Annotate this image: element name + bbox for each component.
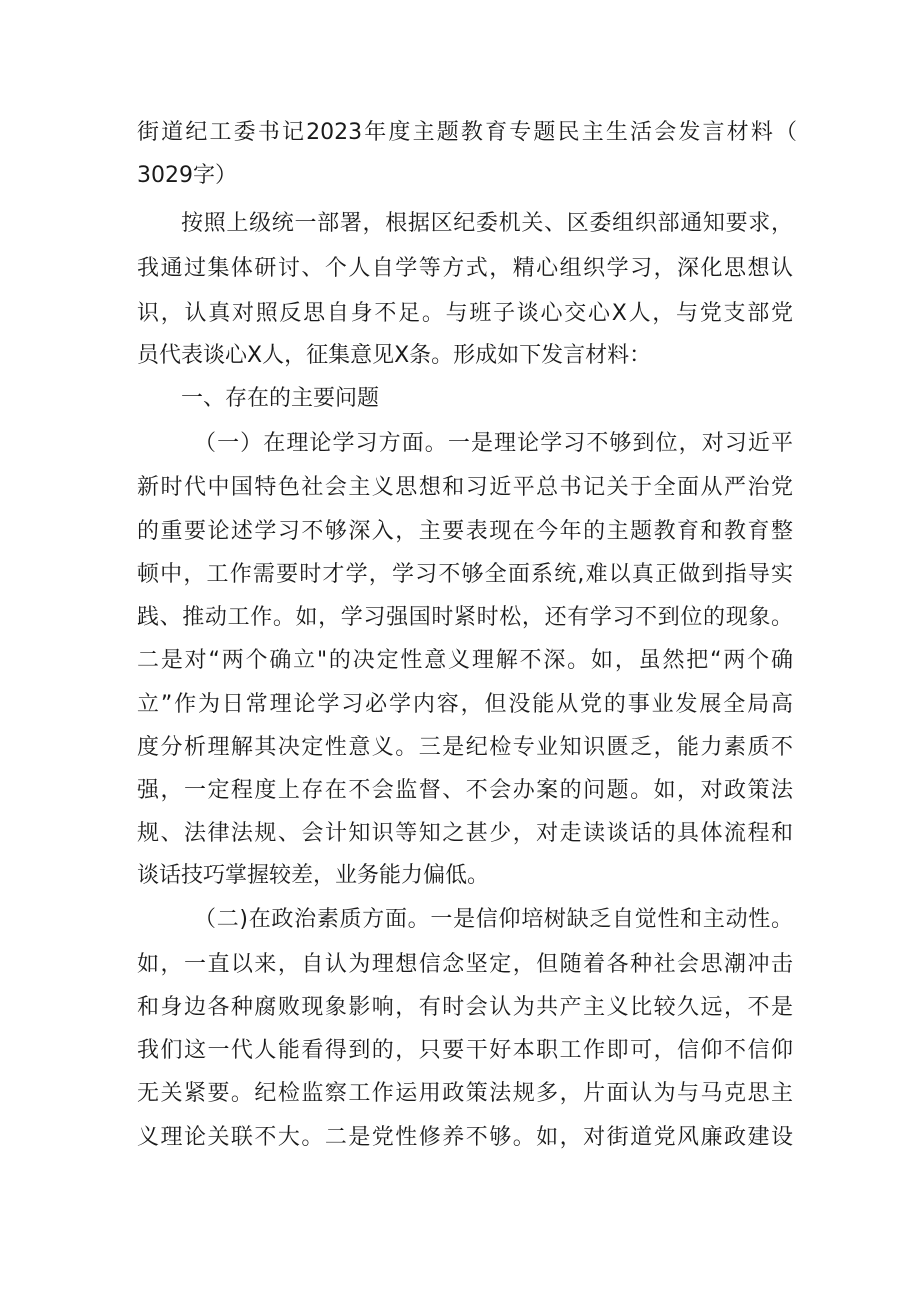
intro-line-1: 按照上级统一部署，根据区纪委机关、区委组织部通知要求， bbox=[181, 211, 793, 236]
document-title-line-1: 街道纪工委书记2023年度主题教育专题民主生活会发言材料（ bbox=[137, 120, 797, 145]
part2-line-3: 和身边各种腐败现象影响，有时会认为共产主义比较久远，不是 bbox=[137, 995, 793, 1020]
intro-line-2: 我通过集体研讨、个人自学等方式，精心组织学习，深化思想认 bbox=[137, 256, 793, 281]
part1-line-8: 度分析理解其决定性意义。三是纪检专业知识匮乏，能力素质不 bbox=[137, 735, 793, 760]
part2-line-6: 义理论关联不大。二是党性修养不够。如，对街道党风廉政建设 bbox=[137, 1125, 793, 1150]
part1-line-6: 二是对“两个确立"的决定性意义理解不深。如，虽然把“两个确 bbox=[137, 648, 793, 673]
section-heading: 一、存在的主要问题 bbox=[181, 386, 380, 411]
part2-line-1: （二)在政治素质方面。一是信仰培树缺乏自觉性和主动性。 bbox=[194, 907, 793, 932]
part1-line-11: 谈话技巧掌握较差，业务能力偏低。 bbox=[137, 863, 490, 888]
part1-line-9: 强，一定程度上存在不会监督、不会办案的问题。如，对政策法 bbox=[137, 778, 793, 803]
part1-line-7: 立”作为日常理论学习必学内容，但没能从党的事业发展全局高 bbox=[137, 692, 793, 717]
part1-line-5: 践、推动工作。如，学习强国时紧时松，还有学习不到位的现象。 bbox=[137, 605, 793, 630]
part1-line-1: （一）在理论学习方面。一是理论学习不够到位，对习近平 bbox=[194, 431, 793, 456]
part1-line-10: 规、法律法规、会计知识等知之甚少，对走读谈话的具体流程和 bbox=[137, 821, 793, 846]
part1-line-4: 顿中，工作需要时才学，学习不够全面系统,难以真正做到指导实 bbox=[137, 562, 793, 587]
document-title-line-2: 3029字） bbox=[137, 163, 237, 188]
part2-line-4: 我们这一代人能看得到的，只要干好本职工作即可，信仰不信仰 bbox=[137, 1038, 793, 1063]
part1-line-3: 的重要论述学习不够深入，主要表现在今年的主题教育和教育整 bbox=[137, 519, 793, 544]
part2-line-5: 无关紧要。纪检监察工作运用政策法规多，片面认为与马克思主 bbox=[137, 1081, 793, 1106]
part1-line-2: 新时代中国特色社会主义思想和习近平总书记关于全面从严治党 bbox=[137, 475, 793, 500]
part2-line-2: 如，一直以来，自认为理想信念坚定，但随着各种社会思潮冲击 bbox=[137, 952, 793, 977]
intro-line-4: 员代表谈心X人，征集意见X条。形成如下发言材料： bbox=[137, 343, 652, 368]
intro-line-3: 识，认真对照反思自身不足。与班子谈心交心X人，与党支部党 bbox=[137, 301, 793, 326]
